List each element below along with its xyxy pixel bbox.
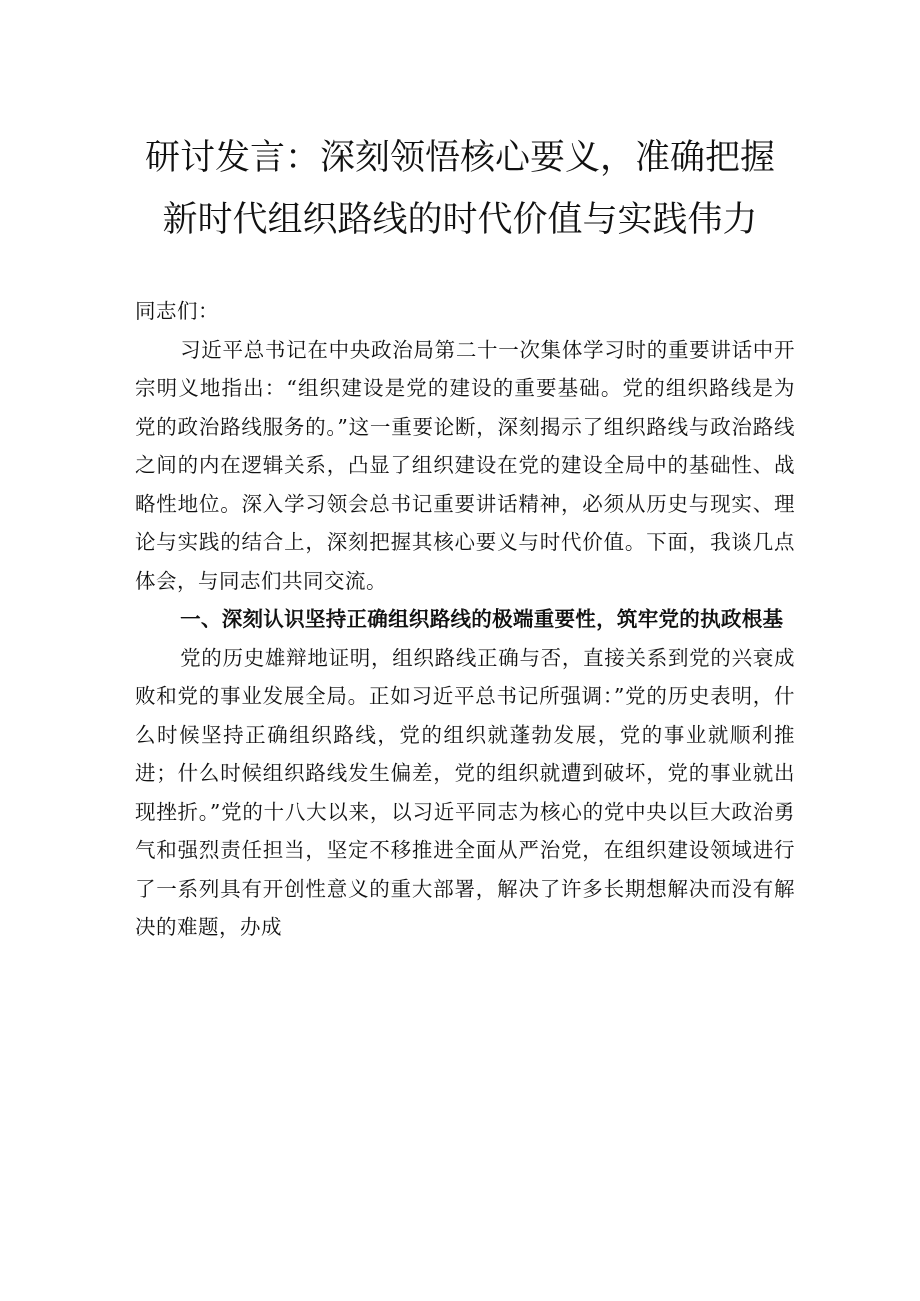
title-line-1: 研讨发言：深刻领悟核心要义，准确把握 [144,138,775,178]
paragraph-intro: 习近平总书记在中央政治局第二十一次集体学习时的重要讲话中开宗明义地指出：“组织建设是党的建设的重要基础。党的组织路线是为党的政治路线服务的。”这一重要论断，深刻揭示了组织路线与政治路线之间的内在逻辑关系，凸显了组织建设在党的建设全局中的基础性、战略性地位。深入学习领会总书记重要讲话精神，必须从历史与现实、理论与实践的结合上，深刻把握其核心要义与时代价值。下面，我谈几点体会，与同志们共同交流。 [135,337,795,593]
section-heading-1: 一、深刻认识坚持正确组织路线的极端重要性，筑牢党的执政根基 [180,607,784,631]
document-body [135,292,795,947]
title-line-2: 新时代组织路线的时代价值与实践伟力 [162,200,758,240]
document-title [120,127,800,251]
paragraph-section-1: 党的历史雄辩地证明，组织路线正确与否，直接关系到党的兴衰成败和党的事业发展全局。正如习近平总书记所强调：”党的历史表明，什么时候坚持正确组织路线，党的组织就蓬勃发展，党的事业就顺利推进；什么时候组织路线发生偏差，党的组织就遭到破坏，党的事业就出现挫折。”党的十八大以来，以习近平同志为核心的党中央以巨大政治勇气和强烈责任担当，坚定不移推进全面从严治党，在组织建设领域进行了一系列具有开创性意义的重大部署，解决了许多长期想解决而没有解决的难题，办成 [135,645,795,939]
salutation: 同志们： [135,299,219,323]
